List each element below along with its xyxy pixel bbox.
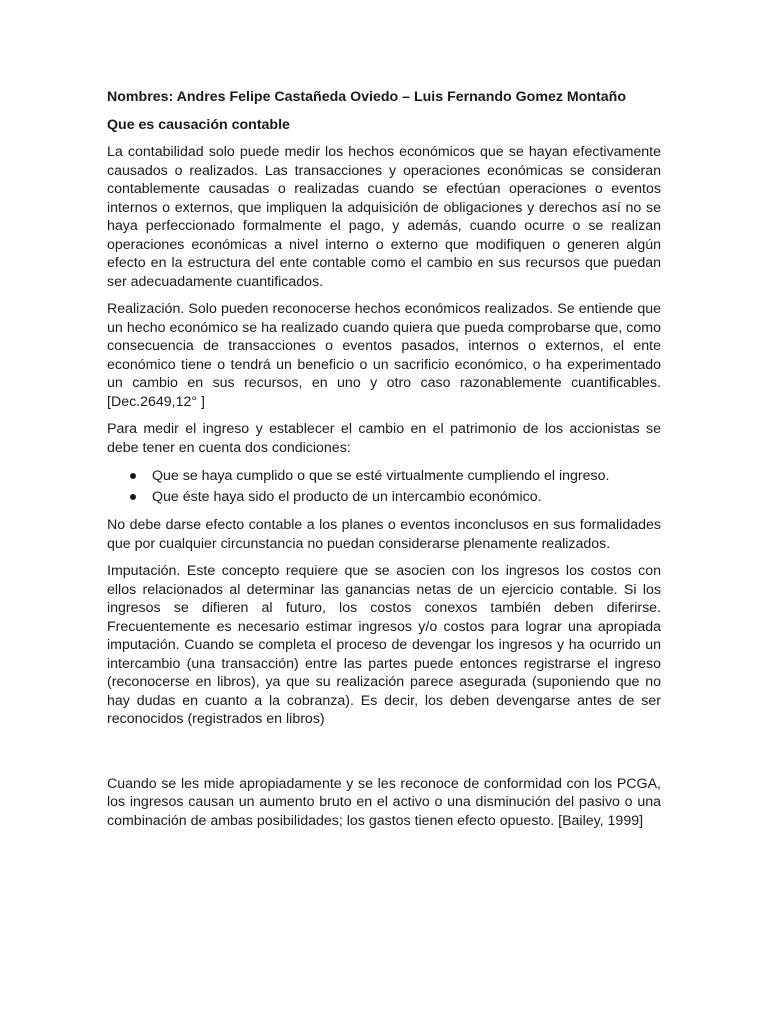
conditions-list	[107, 466, 661, 507]
list-item	[107, 487, 661, 508]
paragraph-imputacion: Imputación. Este concepto requiere que se asocien con los ingresos los costos con ellos relacionados al determinar las ganancias netas de un ejercicio contable. Si los ingresos se difieren al futuro, los costos conexos también deben diferirse. Frecuentemente es necesario estimar ingresos y/o costos para lograr una apropiada imputación. Cuando se completa el proceso de devengar los ingresos y ha ocurrido un intercambio (una transacción) entre las partes puede entonces registrarse el ingreso (reconocerse en libros), ya que su realización parece asegurada (suponiendo que no hay dudas en cuanto a la cobranza). Es decir, los deben devengarse antes de ser reconocidos (registrados en libros)	[107, 563, 661, 727]
bullet-icon	[130, 473, 136, 479]
list-item	[107, 466, 661, 487]
document-page	[107, 88, 693, 839]
paragraph-pcga: Cuando se les mide apropiadamente y se les reconoce de conformidad con los PCGA, los ingresos causan un aumento bruto en el activo o una disminución del pasivo o una combinación de ambas posibilidades; los gastos tienen efecto opuesto. [Bailey, 1999]	[107, 775, 661, 829]
bullet-icon	[130, 494, 136, 500]
paragraph-causacion: La contabilidad solo puede medir los hechos económicos que se hayan efectivamente causados o realizados. Las transacciones y operaciones económicas se consideran contablemente causadas o realizadas cuando se efectúan operaciones o eventos internos o externos, que impliquen la adquisición de obligaciones y derechos así no se haya perfeccionado formalmente el pago, y además, cuando ocurre o se realizan operaciones económicas a nivel interno o externo que modifiquen o generen algún efecto en la estructura del ente contable como el cambio en sus recursos que puedan ser adecuadamente cuantificados.	[107, 144, 661, 290]
paragraph-eventos-inconclusos: No debe darse efecto contable a los planes o eventos inconclusos en sus formalidades que por cualquier circunstancia no puedan considerarse plenamente realizados.	[107, 517, 661, 552]
list-item-text: Que se haya cumplido o que se esté virtualmente cumpliendo el ingreso.	[152, 468, 610, 484]
list-item-text: Que éste haya sido el producto de un intercambio económico.	[152, 488, 542, 505]
document-title: Que es causación contable	[107, 116, 290, 133]
authors-line: Nombres: Andres Felipe Castañeda Oviedo – Luis Fernando Gomez Montaño	[107, 89, 626, 105]
paragraph-condiciones: Para medir el ingreso y establecer el cambio en el patrimonio de los accionistas se debe tener en cuenta dos condiciones:	[107, 421, 661, 456]
paragraph-realizacion: Realización. Solo pueden reconocerse hechos económicos realizados. Se entiende que un hecho económico se ha realizado cuando quiera que pueda comprobarse que, como consecuencia de transacciones o eventos pasados, internos o externos, el ente económico tiene o tendrá un beneficio o un sacrificio económico, o ha experimentado un cambio en sus recursos, en uno y otro caso razonablemente cuantificables. [Dec.2649,12° ]	[107, 301, 693, 410]
